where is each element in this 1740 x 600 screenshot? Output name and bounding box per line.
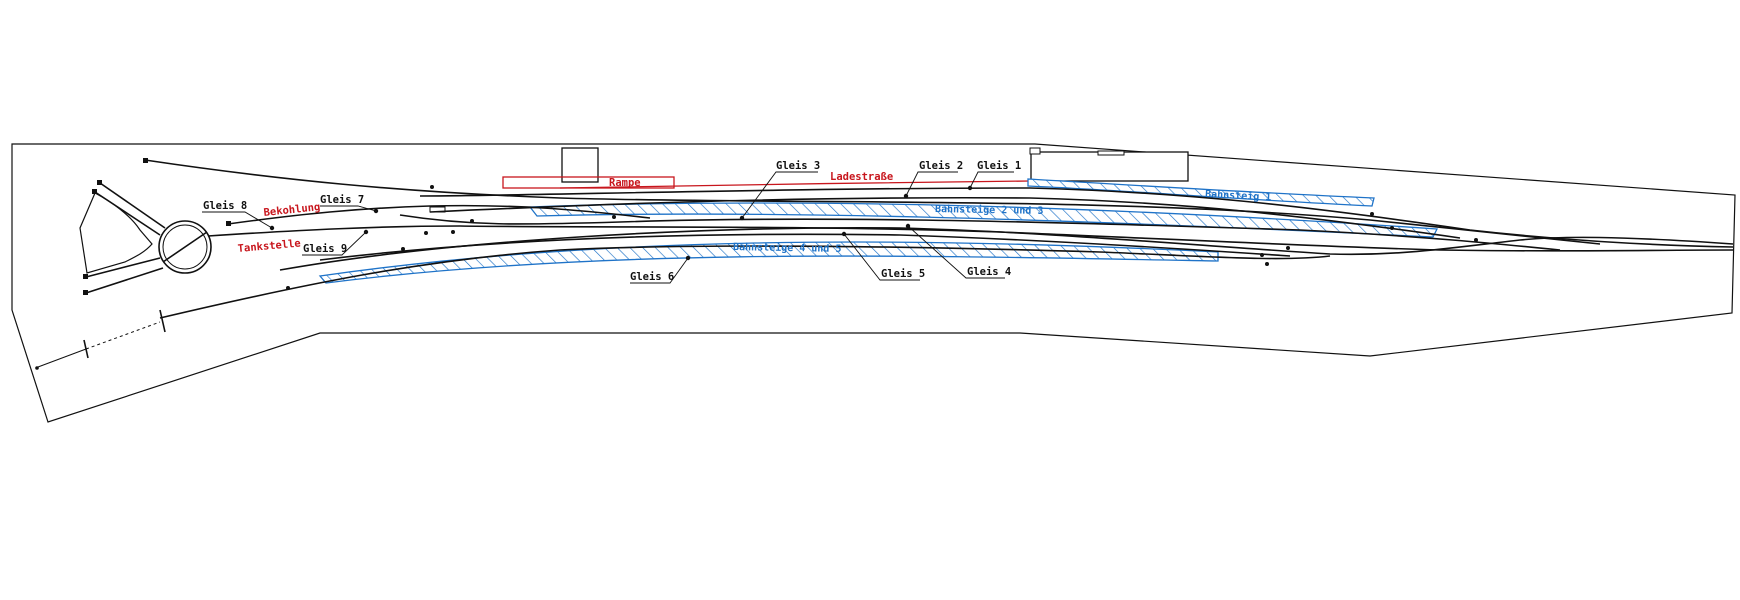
label-bahnsteig-1: Bahnsteig 1 <box>1204 189 1272 204</box>
shed-track-2 <box>95 192 160 235</box>
shed-track-4 <box>86 268 163 293</box>
label-ladestrasse: Ladestraße <box>830 171 894 183</box>
label-gleis-5: Gleis 5 <box>881 268 926 280</box>
station-building-annex <box>1030 148 1040 154</box>
label-gleis-4: Gleis 4 <box>967 266 1012 278</box>
label-bekohlung: Bekohlung <box>263 201 321 219</box>
label-gleis-3: Gleis 3 <box>776 160 821 172</box>
leader-gleis-2 <box>904 172 958 198</box>
label-tankstelle: Tankstelle <box>237 237 302 255</box>
lead-track-bumper <box>160 310 165 332</box>
lead-track-dashed <box>86 322 160 349</box>
label-gleis-8: Gleis 8 <box>203 200 248 212</box>
label-gleis-9: Gleis 9 <box>303 243 348 255</box>
label-gleis-1: Gleis 1 <box>977 160 1022 172</box>
platform-1 <box>1028 179 1374 206</box>
label-bahnsteige-2-3: Bahnsteige 2 und 3 <box>934 204 1044 217</box>
baseboard-outline <box>12 144 1735 422</box>
label-gleis-2: Gleis 2 <box>919 160 964 172</box>
lead-track-end <box>38 349 86 367</box>
label-rampe: Rampe <box>609 177 641 189</box>
station-roof-detail <box>1098 151 1124 155</box>
label-gleis-7: Gleis 7 <box>320 194 365 206</box>
shed-track-3 <box>86 258 160 277</box>
label-bahnsteige-4-5: Bahnsteige 4 und 5 <box>732 242 842 255</box>
label-gleis-6: Gleis 6 <box>630 271 675 283</box>
station-building <box>1031 152 1188 181</box>
